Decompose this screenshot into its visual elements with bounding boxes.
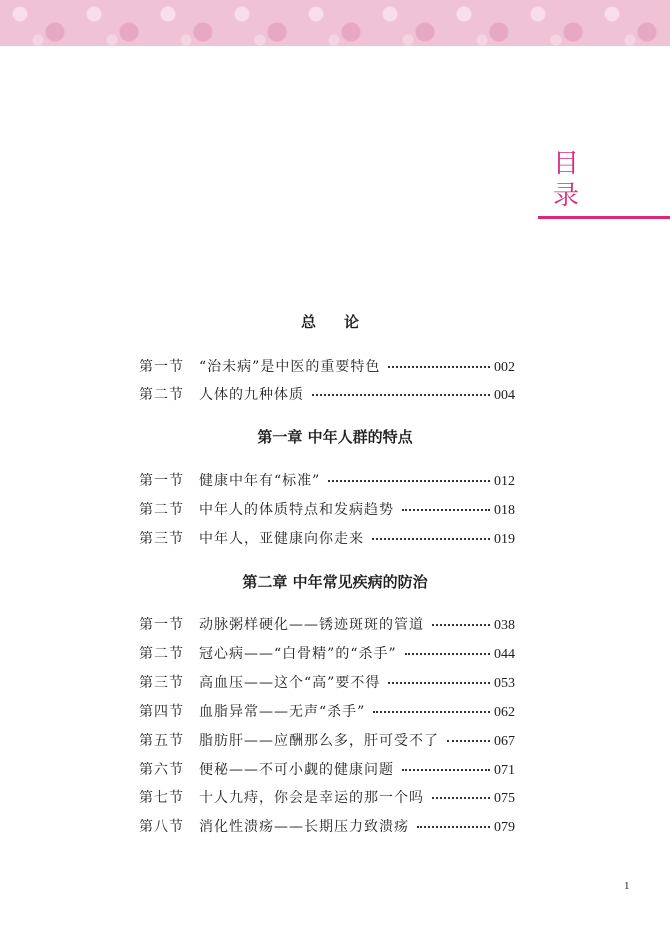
toc-section-number: 第七节: [139, 790, 184, 806]
toc-section-number: 第三节: [139, 531, 184, 547]
toc-entry-title: 健康中年有“标准”: [199, 473, 321, 489]
toc-section-number: 第四节: [139, 704, 184, 720]
toc-entry-title: 十人九痔，你会是幸运的那一个吗: [199, 790, 424, 806]
dot-leader: [432, 796, 490, 799]
dot-leader: [388, 365, 490, 368]
toc-page-number: 071: [494, 763, 515, 778]
toc-page-number: 018: [494, 503, 515, 518]
toc-entry[interactable]: [139, 614, 515, 634]
toc-entry[interactable]: [139, 384, 515, 404]
toc-entry-title: 冠心病——“白骨精”的“杀手”: [199, 646, 397, 662]
toc-section-number: 第六节: [139, 762, 184, 778]
contents-title-char-2: 录: [552, 181, 579, 211]
toc-entry[interactable]: [139, 672, 515, 692]
toc-entry[interactable]: [139, 499, 515, 519]
toc-section-number: 第二节: [139, 387, 184, 403]
toc-entry-title: 便秘——不可小觑的健康问题: [199, 762, 394, 778]
toc-entry[interactable]: [139, 759, 515, 779]
dot-leader: [328, 479, 490, 482]
toc-entry[interactable]: [139, 643, 515, 663]
dot-leader: [417, 825, 490, 828]
heading-general-theory: 总论: [300, 313, 387, 331]
toc-page-number: 002: [494, 360, 515, 375]
heading-chapter-2: 第二章 中年常见疾病的防治: [242, 573, 428, 591]
toc-entry-title: “治未病”是中医的重要特色: [199, 359, 381, 375]
toc-entry-title: 动脉粥样硬化——锈迹斑斑的管道: [199, 617, 424, 633]
toc-entry-title: 中年人，亚健康向你走来: [199, 531, 364, 547]
dot-leader: [373, 710, 490, 713]
toc-entry-title: 人体的九种体质: [199, 387, 304, 403]
dot-leader: [312, 393, 490, 396]
toc-section-number: 第五节: [139, 733, 184, 749]
toc-entry-title: 血脂异常——无声“杀手”: [199, 704, 366, 720]
toc-page-number: 044: [494, 647, 515, 662]
toc-entry[interactable]: [139, 356, 515, 376]
toc-entry[interactable]: [139, 528, 515, 548]
toc-page-number: 067: [494, 734, 515, 749]
dot-leader: [432, 623, 490, 626]
toc-section-number: 第一节: [139, 617, 184, 633]
toc-section-number: 第三节: [139, 675, 184, 691]
contents-title: [548, 148, 584, 212]
dot-leader: [405, 652, 490, 655]
toc-page-number: 079: [494, 820, 515, 835]
toc-entry[interactable]: [139, 701, 515, 721]
toc-entry-title: 脂肪肝——应酬那么多，肝可受不了: [199, 733, 439, 749]
dot-leader: [402, 768, 490, 771]
heading-chapter-1: 第一章 中年人群的特点: [257, 428, 413, 446]
toc-entry[interactable]: [139, 787, 515, 807]
toc-entry[interactable]: [139, 816, 515, 836]
toc-page-number: 053: [494, 676, 515, 691]
toc-section-number: 第一节: [139, 359, 184, 375]
toc-section-number: 第八节: [139, 819, 184, 835]
toc-section-number: 第二节: [139, 646, 184, 662]
dot-leader: [372, 537, 490, 540]
toc-section-number: 第二节: [139, 502, 184, 518]
toc-entry[interactable]: [139, 730, 515, 750]
dot-leader: [447, 739, 490, 742]
toc-page-number: 012: [494, 474, 515, 489]
page-number: 1: [624, 880, 630, 892]
toc-page-number: 004: [494, 388, 515, 403]
floral-header-banner: [0, 0, 670, 46]
toc-page-number: 019: [494, 532, 515, 547]
toc-page-number: 075: [494, 791, 515, 806]
dot-leader: [402, 508, 490, 511]
toc-entry[interactable]: [139, 470, 515, 490]
toc-page-number: 062: [494, 705, 515, 720]
dot-leader: [388, 681, 490, 684]
toc-entry-title: 中年人的体质特点和发病趋势: [199, 502, 394, 518]
contents-title-rule: [538, 216, 670, 219]
toc-entry-title: 高血压——这个“高”要不得: [199, 675, 381, 691]
contents-title-char-1: 目: [552, 149, 579, 179]
toc-section-number: 第一节: [139, 473, 184, 489]
toc-entry-title: 消化性溃疡——长期压力致溃疡: [199, 819, 409, 835]
toc-page-number: 038: [494, 618, 515, 633]
